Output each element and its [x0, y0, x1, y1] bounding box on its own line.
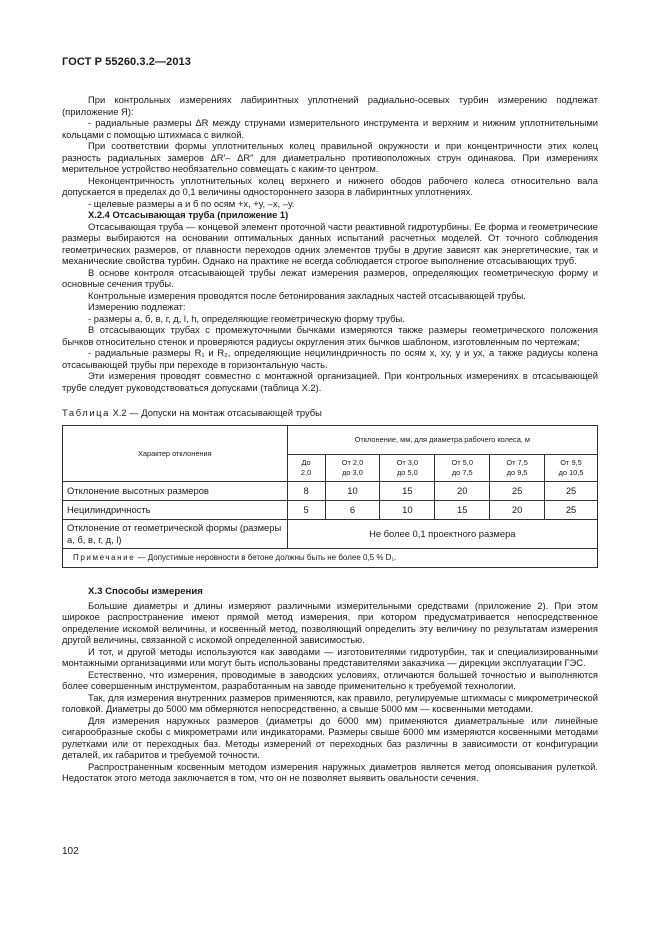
paragraph: Для измерения наружных размеров (диаметры до 6000 мм) применяются диаметральные или линейные сигарообразные скобы с микрометрами или индикаторами. Размеры свыше 6000 мм измеряются косвенными методами рулетками или от переходных баз. Методы измерений от переходных баз различны в зависимости от конфигурации деталей, их габаритов и требуемой точности. [62, 714, 598, 760]
col-header-group: Отклонение, мм, для диаметра рабочего колеса, м [287, 425, 597, 454]
paragraph: Распространенным косвенным методом измерения наружных диаметров является метод опоясывания рулеткой. Недостаток этого метода заключается в том, что он не позволяет выявить овальности сечения. [62, 760, 598, 783]
row-label: Нецилиндричность [63, 500, 288, 519]
note-text: — Допустимые неровности в бетоне должны быть не более 0,5 % D₁. [137, 553, 397, 562]
section-heading: Х.3 Способы измерения [88, 585, 203, 597]
paragraph: При контрольных измерениях лабиринтных уплотнений радиально-осевых турбин измерению подлежат (приложение Я): [62, 94, 598, 117]
table-cell-merged: Не более 0,1 проектного размера [287, 519, 597, 548]
paragraph: - радиальные размеры ΔR между струнами измерительного инструмента и верхним и нижним уплотнительными кольцами с помощью штихмаса с вилкой. [62, 117, 598, 140]
document-page [62, 56, 598, 784]
paragraph: - размеры а, б, в, г, д, l, h, определяющие геометрическую форму трубы. [88, 312, 405, 324]
table-row [63, 500, 598, 519]
table-caption-text: Х.2 — Допуски на монтаж отсасывающей трубы [112, 407, 322, 418]
range-header: До 2,0 [287, 454, 325, 481]
table-cell: 10 [380, 500, 435, 519]
table-caption [62, 407, 598, 419]
row-label: Отклонение высотных размеров [63, 481, 288, 500]
table-row [63, 481, 598, 500]
table-cell: 20 [435, 481, 490, 500]
table-cell: 10 [325, 481, 380, 500]
tolerance-table [62, 425, 598, 568]
table-cell: 15 [380, 481, 435, 500]
paragraph: При соответствии формы уплотнительных колец правильной окружности и при концентричности этих колец разность радиальных замеров ΔR′– ΔR″ для диаметрально противоположных струн одинакова. При измерениях мерительное устройство необязательно совмещать с каким-то центром. [62, 140, 598, 174]
table-cell: 15 [435, 500, 490, 519]
paragraph: В основе контроля отсасывающей трубы лежат измерения размеров, определяющих геометрическую форму и основные сечения трубы. [62, 266, 598, 289]
table-note [63, 548, 598, 567]
note-label: Примечание [73, 553, 136, 562]
table-cell: 25 [545, 481, 598, 500]
table-note-row [63, 548, 598, 567]
paragraph: Измерению подлежат: [88, 301, 186, 312]
paragraph: Так, для измерения внутренних размеров применяются, как правило, регулируемые штихмасы с микрометрической головкой. Диаметры до 5000 мм обмеряются непосредственно, а свыше 5000 мм — косвенными методами. [62, 691, 598, 714]
subsection-heading: Х.2.4 Отсасывающая труба (приложение 1) [88, 209, 289, 220]
table-row [63, 519, 598, 548]
range-header: От 5,0 до 7,5 [435, 454, 490, 481]
paragraph: В отсасывающих трубах с промежуточными бычками измеряются также размеры геометрического положения бычков относительно стенок и проверяются радиусы округления этих бычков шаблоном, изготовленным по чертежам; [62, 324, 598, 347]
paragraph: Отсасывающая труба — концевой элемент проточной части реактивной гидротурбины. Ее форма и геометрические размеры выбираются на основании оптимальных данных испытаний расчетных моделей. От точного соблюдения геометрических размеров, от плавности переходов одних элементов трубы в другие зависят как энергетические, так и механические свойства турбин. Однако на практике не всегда соблюдается строгое выполнение отсасывающих труб. [62, 220, 598, 266]
table-caption-label: Таблица [62, 407, 110, 418]
range-header: От 2,0 до 3,0 [325, 454, 380, 481]
range-header: От 3,0 до 5,0 [380, 454, 435, 481]
paragraph: Эти измерения проводят совместно с монтажной организацией. При контрольных измерениях в отсасывающей трубе следует руководствоваться допусками (таблица Х.2). [62, 370, 598, 393]
paragraph: - радиальные размеры R₁ и R₂, определяющие нецилиндричность по осям х, ху, у и ух, а также радиусы колена отсасывающей трубы при переходе в горизонтальную часть. [62, 347, 598, 370]
paragraph: И тот, и другой методы используются как заводами — изготовителями гидротурбин, так и специализированными монтажными организациями или могут быть использованы представителями заказчика — дирекции эксплуатации ГЭС. [62, 645, 598, 668]
paragraph: Контрольные измерения проводятся после бетонирования закладных частей отсасывающей трубы. [88, 289, 526, 301]
table-cell: 20 [490, 500, 545, 519]
table-cell: 25 [545, 500, 598, 519]
table-cell: 25 [490, 481, 545, 500]
row-label: Отклонение от геометрической формы (размеры а, б, в, г, д, l) [63, 519, 288, 548]
table-cell: 5 [287, 500, 325, 519]
range-header: От 7,5 до 9,5 [490, 454, 545, 481]
table-cell: 8 [287, 481, 325, 500]
paragraph: - щелевые размеры а и б по осям +х, +у, –х, –у. [88, 197, 295, 209]
col-header-deviation: Характер отклонения [63, 425, 288, 481]
paragraph: Естественно, что измерения, проводимые в заводских условиях, отличаются большей точностью и выполняются более совершенным инструментом, разработанным на заводе применительно к требуемой технологии. [62, 668, 598, 691]
paragraph: Неконцентричность уплотнительных колец верхнего и нижнего ободов рабочего колеса относительно вала допускается в пределах до 0,1 величины одностороннего зазора в лабиринтных уплотнениях. [62, 174, 598, 197]
document-header: ГОСТ Р 55260.3.2—2013 [62, 56, 191, 68]
range-header: От 9,5 до 10,5 [545, 454, 598, 481]
table-cell: 6 [325, 500, 380, 519]
page-number: 102 [62, 846, 79, 857]
paragraph: Большие диаметры и длины измеряют различными измерительными средствами (приложение 2). При этом широкое распространение имеют прямой метод измерения, при котором предусматривается непосредственное определение искомой величины, и косвенный метод, позволяющий определить эту величину по результатам измерения другой величины, связанной с искомой определенной зависимостью. [62, 599, 598, 645]
